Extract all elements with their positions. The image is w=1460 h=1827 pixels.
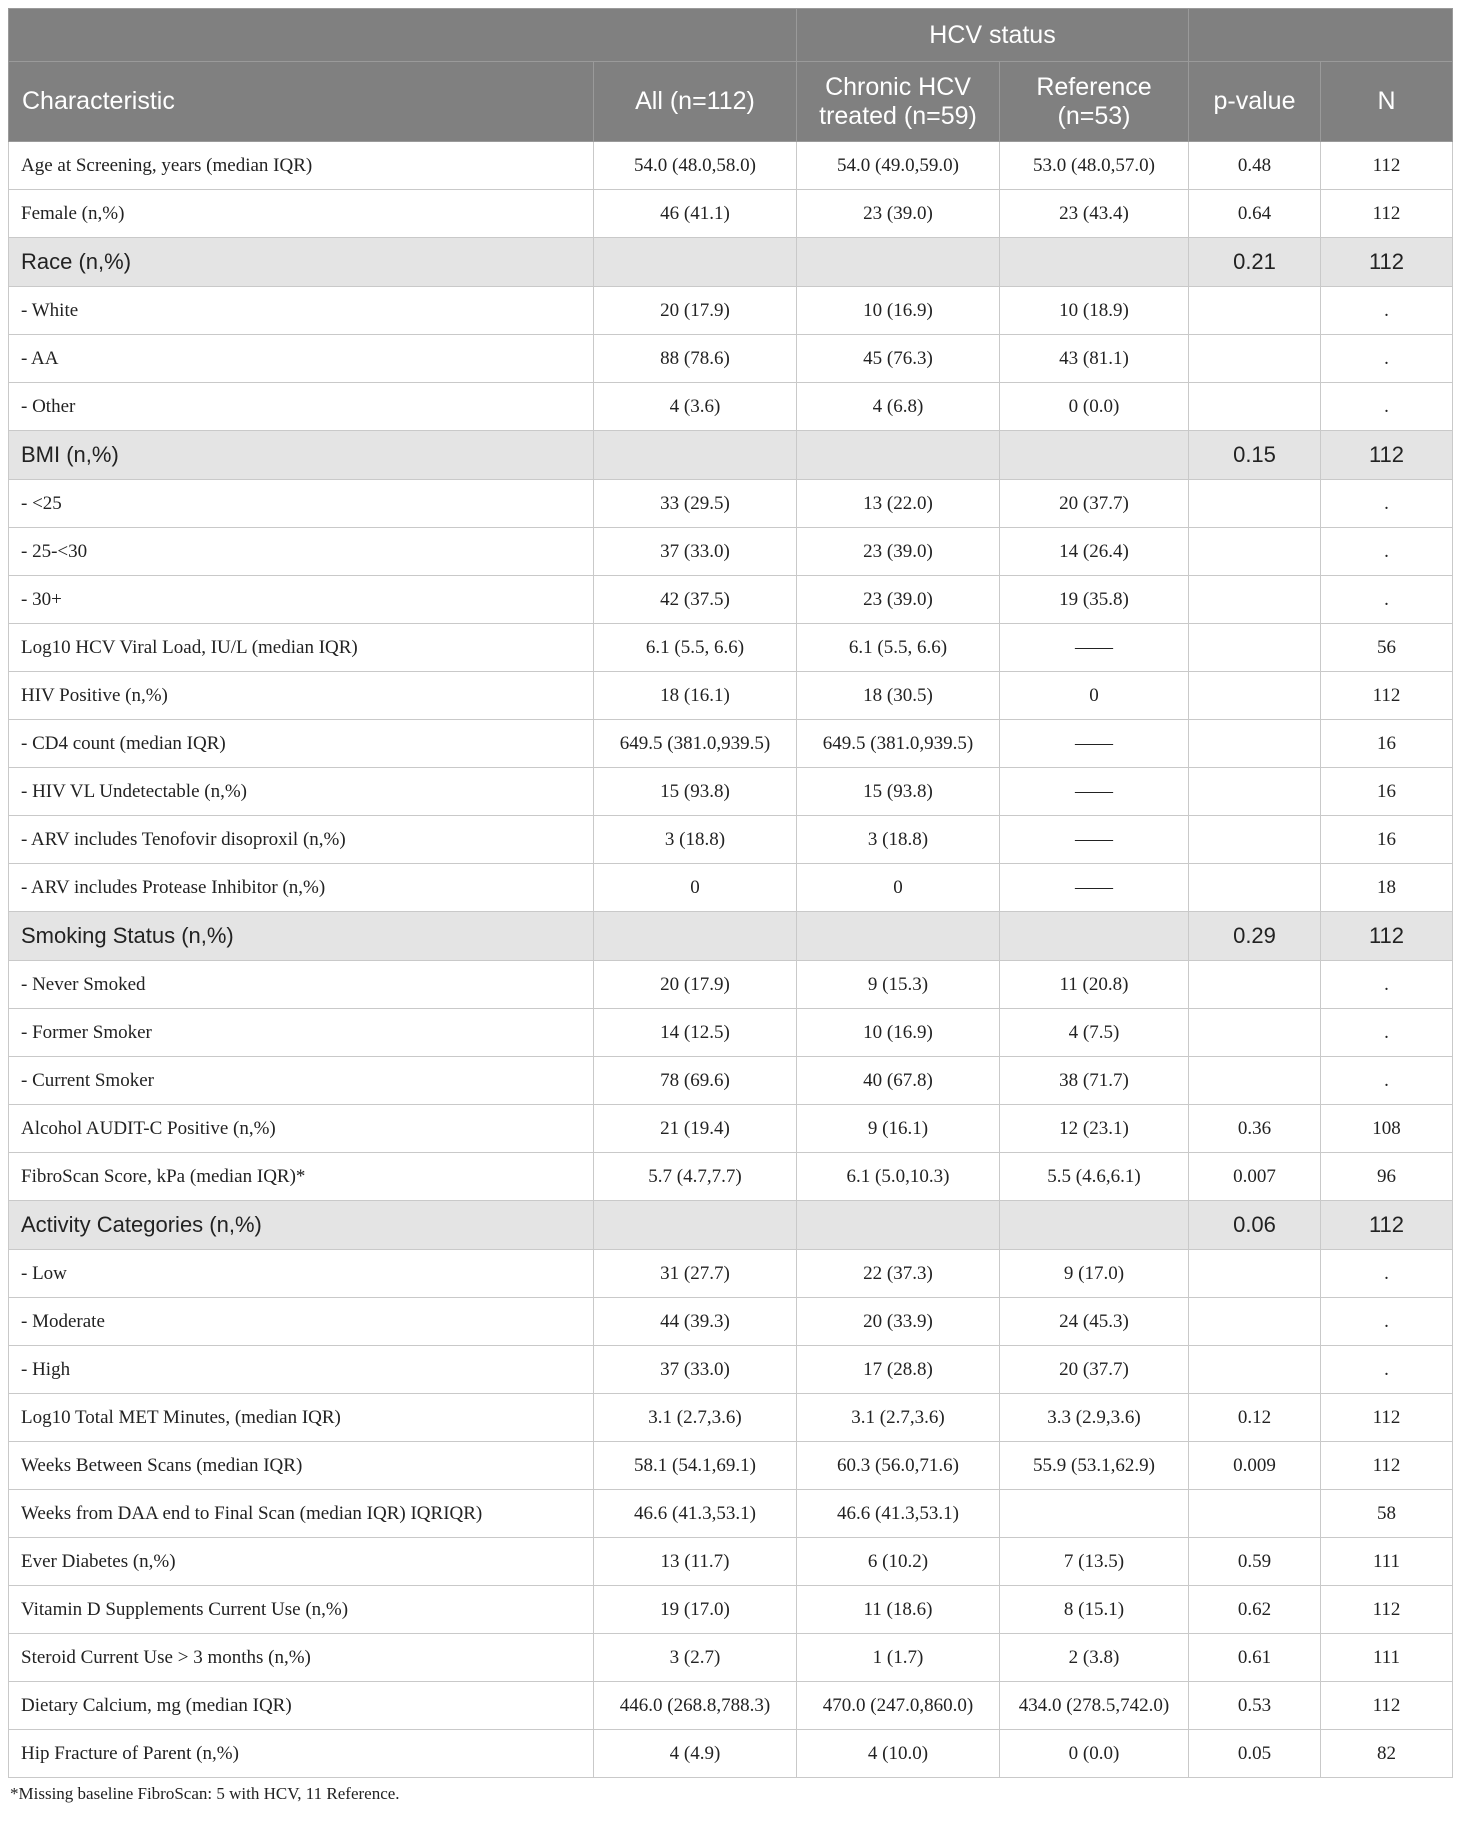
cell-p-value: 0.62 [1189, 1586, 1321, 1634]
cell-reference: 10 (18.9) [1000, 287, 1189, 335]
cell-all: 19 (17.0) [594, 1586, 797, 1634]
cell-reference: 12 (23.1) [1000, 1105, 1189, 1153]
cell-p-value [1189, 1250, 1321, 1298]
cell-chronic-hcv: 6.1 (5.5, 6.6) [797, 624, 1000, 672]
cell-characteristic: Weeks Between Scans (median IQR) [9, 1442, 594, 1490]
cell-n: 111 [1321, 1538, 1453, 1586]
cell-chronic-hcv [797, 431, 1000, 480]
cell-characteristic: Steroid Current Use > 3 months (n,%) [9, 1634, 594, 1682]
cell-chronic-hcv: 23 (39.0) [797, 190, 1000, 238]
cell-chronic-hcv: 10 (16.9) [797, 1009, 1000, 1057]
table-row [9, 528, 1453, 576]
cell-all: 37 (33.0) [594, 1346, 797, 1394]
section-row [9, 912, 1453, 961]
cell-reference [1000, 1490, 1189, 1538]
cell-characteristic: Alcohol AUDIT-C Positive (n,%) [9, 1105, 594, 1153]
cell-p-value [1189, 1057, 1321, 1105]
header-all: All (n=112) [594, 62, 797, 142]
cell-p-value [1189, 624, 1321, 672]
cell-all: 3 (2.7) [594, 1634, 797, 1682]
header-hcv-status: HCV status [797, 9, 1189, 62]
cell-characteristic: Ever Diabetes (n,%) [9, 1538, 594, 1586]
cell-characteristic: Dietary Calcium, mg (median IQR) [9, 1682, 594, 1730]
cell-characteristic: - AA [9, 335, 594, 383]
cell-characteristic: - HIV VL Undetectable (n,%) [9, 768, 594, 816]
cell-characteristic: FibroScan Score, kPa (median IQR)* [9, 1153, 594, 1201]
cell-characteristic: - 30+ [9, 576, 594, 624]
cell-reference [1000, 431, 1189, 480]
table-row [9, 1538, 1453, 1586]
cell-all: 46 (41.1) [594, 190, 797, 238]
cell-characteristic: Female (n,%) [9, 190, 594, 238]
cell-reference: 43 (81.1) [1000, 335, 1189, 383]
table-row [9, 142, 1453, 190]
cell-characteristic: - High [9, 1346, 594, 1394]
cell-characteristic: HIV Positive (n,%) [9, 672, 594, 720]
cell-all: 14 (12.5) [594, 1009, 797, 1057]
cell-reference: 11 (20.8) [1000, 961, 1189, 1009]
cell-p-value [1189, 576, 1321, 624]
table-row [9, 1442, 1453, 1490]
header-chronic-hcv [797, 62, 1000, 142]
cell-chronic-hcv: 6 (10.2) [797, 1538, 1000, 1586]
cell-chronic-hcv: 54.0 (49.0,59.0) [797, 142, 1000, 190]
cell-all: 20 (17.9) [594, 287, 797, 335]
cell-p-value: 0.06 [1189, 1201, 1321, 1250]
cell-reference: 4 (7.5) [1000, 1009, 1189, 1057]
cell-all [594, 431, 797, 480]
cell-all: 78 (69.6) [594, 1057, 797, 1105]
cell-p-value: 0.29 [1189, 912, 1321, 961]
cell-p-value: 0.36 [1189, 1105, 1321, 1153]
cell-chronic-hcv: 649.5 (381.0,939.5) [797, 720, 1000, 768]
cell-characteristic: - Other [9, 383, 594, 431]
cell-all: 21 (19.4) [594, 1105, 797, 1153]
cell-all: 20 (17.9) [594, 961, 797, 1009]
header-blank-cell [9, 9, 797, 62]
cell-all: 4 (4.9) [594, 1730, 797, 1778]
cell-reference: 3.3 (2.9,3.6) [1000, 1394, 1189, 1442]
cell-p-value [1189, 1298, 1321, 1346]
cell-reference: 20 (37.7) [1000, 480, 1189, 528]
cell-all [594, 238, 797, 287]
cell-characteristic: - Former Smoker [9, 1009, 594, 1057]
header-reference-text: Reference (n=53) [1036, 72, 1152, 130]
header-characteristic: Characteristic [9, 62, 594, 142]
table-row [9, 672, 1453, 720]
cell-characteristic: - Never Smoked [9, 961, 594, 1009]
cell-n: 96 [1321, 1153, 1453, 1201]
cell-all: 42 (37.5) [594, 576, 797, 624]
cell-all: 88 (78.6) [594, 335, 797, 383]
cell-characteristic: - <25 [9, 480, 594, 528]
cell-n: 112 [1321, 190, 1453, 238]
cell-characteristic: Race (n,%) [9, 238, 594, 287]
table-row [9, 1105, 1453, 1153]
cell-p-value: 0.64 [1189, 190, 1321, 238]
cell-n: 112 [1321, 238, 1453, 287]
cell-reference: —— [1000, 768, 1189, 816]
cell-reference: 24 (45.3) [1000, 1298, 1189, 1346]
table-row [9, 1730, 1453, 1778]
cell-chronic-hcv: 46.6 (41.3,53.1) [797, 1490, 1000, 1538]
cell-p-value: 0.12 [1189, 1394, 1321, 1442]
cell-chronic-hcv: 4 (10.0) [797, 1730, 1000, 1778]
header-chronic-hcv-text: Chronic HCV treated (n=59) [819, 72, 977, 130]
table-row [9, 287, 1453, 335]
cell-chronic-hcv: 10 (16.9) [797, 287, 1000, 335]
cell-characteristic: Activity Categories (n,%) [9, 1201, 594, 1250]
table-row [9, 1009, 1453, 1057]
table-row [9, 961, 1453, 1009]
cell-all: 44 (39.3) [594, 1298, 797, 1346]
cell-p-value: 0.05 [1189, 1730, 1321, 1778]
cell-reference: —— [1000, 624, 1189, 672]
cell-n: . [1321, 383, 1453, 431]
cell-all: 37 (33.0) [594, 528, 797, 576]
header-blank-cell-right [1189, 9, 1453, 62]
table-row [9, 1057, 1453, 1105]
cell-reference: 9 (17.0) [1000, 1250, 1189, 1298]
cell-chronic-hcv: 4 (6.8) [797, 383, 1000, 431]
cell-chronic-hcv: 23 (39.0) [797, 528, 1000, 576]
cell-n: 112 [1321, 1586, 1453, 1634]
cell-chronic-hcv: 23 (39.0) [797, 576, 1000, 624]
cell-chronic-hcv: 0 [797, 864, 1000, 912]
cell-chronic-hcv [797, 1201, 1000, 1250]
cell-n: . [1321, 480, 1453, 528]
cell-characteristic: - CD4 count (median IQR) [9, 720, 594, 768]
cell-n: 16 [1321, 768, 1453, 816]
cell-p-value [1189, 1490, 1321, 1538]
cell-p-value [1189, 383, 1321, 431]
cell-reference [1000, 1201, 1189, 1250]
table-row [9, 816, 1453, 864]
cell-n: 58 [1321, 1490, 1453, 1538]
cell-characteristic: - White [9, 287, 594, 335]
table-row [9, 1394, 1453, 1442]
cell-chronic-hcv: 15 (93.8) [797, 768, 1000, 816]
cell-reference: —— [1000, 864, 1189, 912]
cell-n: . [1321, 576, 1453, 624]
cell-chronic-hcv: 45 (76.3) [797, 335, 1000, 383]
cell-p-value [1189, 528, 1321, 576]
cell-n: 111 [1321, 1634, 1453, 1682]
cell-p-value [1189, 1009, 1321, 1057]
cell-reference: 38 (71.7) [1000, 1057, 1189, 1105]
table-row [9, 624, 1453, 672]
cell-characteristic: Log10 HCV Viral Load, IU/L (median IQR) [9, 624, 594, 672]
cell-p-value: 0.53 [1189, 1682, 1321, 1730]
cell-chronic-hcv: 60.3 (56.0,71.6) [797, 1442, 1000, 1490]
section-row [9, 431, 1453, 480]
cell-reference: 23 (43.4) [1000, 190, 1189, 238]
cell-n: . [1321, 1009, 1453, 1057]
cell-p-value: 0.59 [1189, 1538, 1321, 1586]
cell-chronic-hcv: 3.1 (2.7,3.6) [797, 1394, 1000, 1442]
table-row [9, 1153, 1453, 1201]
cell-characteristic: - ARV includes Tenofovir disoproxil (n,%) [9, 816, 594, 864]
header-group-row [9, 9, 1453, 62]
cell-all: 58.1 (54.1,69.1) [594, 1442, 797, 1490]
table-row [9, 1298, 1453, 1346]
cell-all: 33 (29.5) [594, 480, 797, 528]
table-row [9, 190, 1453, 238]
cell-reference: 55.9 (53.1,62.9) [1000, 1442, 1189, 1490]
cell-n: 112 [1321, 1682, 1453, 1730]
cell-p-value [1189, 287, 1321, 335]
cell-all: 54.0 (48.0,58.0) [594, 142, 797, 190]
table-row [9, 383, 1453, 431]
table-row [9, 1682, 1453, 1730]
cell-n: . [1321, 1346, 1453, 1394]
cell-p-value: 0.21 [1189, 238, 1321, 287]
cell-all: 446.0 (268.8,788.3) [594, 1682, 797, 1730]
cell-chronic-hcv: 3 (18.8) [797, 816, 1000, 864]
cell-chronic-hcv: 1 (1.7) [797, 1634, 1000, 1682]
cell-n: 16 [1321, 720, 1453, 768]
cell-n: . [1321, 1250, 1453, 1298]
cell-characteristic: Smoking Status (n,%) [9, 912, 594, 961]
cell-chronic-hcv: 18 (30.5) [797, 672, 1000, 720]
cell-reference: 434.0 (278.5,742.0) [1000, 1682, 1189, 1730]
cell-characteristic: Age at Screening, years (median IQR) [9, 142, 594, 190]
cell-n: 112 [1321, 1394, 1453, 1442]
cell-all: 5.7 (4.7,7.7) [594, 1153, 797, 1201]
cell-chronic-hcv: 6.1 (5.0,10.3) [797, 1153, 1000, 1201]
table-row [9, 864, 1453, 912]
cell-all: 18 (16.1) [594, 672, 797, 720]
cell-characteristic: Weeks from DAA end to Final Scan (median IQR) IQRIQR) [9, 1490, 594, 1538]
section-row [9, 1201, 1453, 1250]
cell-reference: —— [1000, 720, 1189, 768]
cell-characteristic: BMI (n,%) [9, 431, 594, 480]
cell-n: 112 [1321, 912, 1453, 961]
cell-chronic-hcv: 470.0 (247.0,860.0) [797, 1682, 1000, 1730]
cell-reference [1000, 912, 1189, 961]
cell-chronic-hcv: 9 (15.3) [797, 961, 1000, 1009]
cell-all: 3 (18.8) [594, 816, 797, 864]
cell-n: . [1321, 287, 1453, 335]
cell-p-value [1189, 1346, 1321, 1394]
cell-all: 13 (11.7) [594, 1538, 797, 1586]
cell-reference: 14 (26.4) [1000, 528, 1189, 576]
cell-p-value [1189, 961, 1321, 1009]
cell-n: 18 [1321, 864, 1453, 912]
table-body [9, 142, 1453, 1778]
cell-p-value: 0.15 [1189, 431, 1321, 480]
cell-p-value [1189, 864, 1321, 912]
cell-characteristic: - Current Smoker [9, 1057, 594, 1105]
cell-chronic-hcv: 22 (37.3) [797, 1250, 1000, 1298]
cell-chronic-hcv: 40 (67.8) [797, 1057, 1000, 1105]
table-row [9, 768, 1453, 816]
cell-reference: 53.0 (48.0,57.0) [1000, 142, 1189, 190]
cell-characteristic: - Low [9, 1250, 594, 1298]
table-row [9, 576, 1453, 624]
header-p-value: p-value [1189, 62, 1321, 142]
cell-p-value [1189, 768, 1321, 816]
cell-characteristic: - ARV includes Protease Inhibitor (n,%) [9, 864, 594, 912]
cell-reference: 0 (0.0) [1000, 1730, 1189, 1778]
cell-p-value [1189, 720, 1321, 768]
cell-n: . [1321, 1057, 1453, 1105]
cell-n: 56 [1321, 624, 1453, 672]
cell-n: . [1321, 335, 1453, 383]
cell-reference: 7 (13.5) [1000, 1538, 1189, 1586]
cell-chronic-hcv: 17 (28.8) [797, 1346, 1000, 1394]
cell-chronic-hcv [797, 912, 1000, 961]
cell-chronic-hcv: 11 (18.6) [797, 1586, 1000, 1634]
cell-all: 46.6 (41.3,53.1) [594, 1490, 797, 1538]
table-row [9, 1586, 1453, 1634]
cell-n: 108 [1321, 1105, 1453, 1153]
cell-chronic-hcv: 20 (33.9) [797, 1298, 1000, 1346]
cell-all: 3.1 (2.7,3.6) [594, 1394, 797, 1442]
cell-all: 0 [594, 864, 797, 912]
cell-characteristic: Vitamin D Supplements Current Use (n,%) [9, 1586, 594, 1634]
table-row [9, 1490, 1453, 1538]
cell-reference: 19 (35.8) [1000, 576, 1189, 624]
cell-chronic-hcv: 13 (22.0) [797, 480, 1000, 528]
cell-characteristic: Log10 Total MET Minutes, (median IQR) [9, 1394, 594, 1442]
cell-n: . [1321, 1298, 1453, 1346]
table-row [9, 1250, 1453, 1298]
cell-reference: 2 (3.8) [1000, 1634, 1189, 1682]
cell-p-value [1189, 816, 1321, 864]
cell-n: 112 [1321, 142, 1453, 190]
table-row [9, 1346, 1453, 1394]
cell-reference: 5.5 (4.6,6.1) [1000, 1153, 1189, 1201]
cell-n: 112 [1321, 1442, 1453, 1490]
table-footnote: *Missing baseline FibroScan: 5 with HCV, 11 Reference. [10, 1784, 400, 1803]
cell-n: 112 [1321, 1201, 1453, 1250]
cell-all: 15 (93.8) [594, 768, 797, 816]
cell-all: 6.1 (5.5, 6.6) [594, 624, 797, 672]
cell-reference: —— [1000, 816, 1189, 864]
cell-all [594, 1201, 797, 1250]
cell-characteristic: - Moderate [9, 1298, 594, 1346]
cell-reference [1000, 238, 1189, 287]
cell-p-value: 0.007 [1189, 1153, 1321, 1201]
cell-n: 112 [1321, 672, 1453, 720]
cell-n: . [1321, 961, 1453, 1009]
cell-n: 16 [1321, 816, 1453, 864]
cell-reference: 0 [1000, 672, 1189, 720]
cell-reference: 8 (15.1) [1000, 1586, 1189, 1634]
cell-all: 649.5 (381.0,939.5) [594, 720, 797, 768]
cell-reference: 0 (0.0) [1000, 383, 1189, 431]
table-row [9, 1634, 1453, 1682]
baseline-characteristics-table [8, 8, 1453, 1778]
table-row [9, 480, 1453, 528]
cell-characteristic: - 25-<30 [9, 528, 594, 576]
cell-all: 31 (27.7) [594, 1250, 797, 1298]
cell-p-value [1189, 335, 1321, 383]
cell-n: 112 [1321, 431, 1453, 480]
cell-characteristic: Hip Fracture of Parent (n,%) [9, 1730, 594, 1778]
cell-p-value: 0.009 [1189, 1442, 1321, 1490]
table-row [9, 720, 1453, 768]
cell-reference: 20 (37.7) [1000, 1346, 1189, 1394]
cell-chronic-hcv [797, 238, 1000, 287]
cell-all: 4 (3.6) [594, 383, 797, 431]
cell-p-value [1189, 480, 1321, 528]
cell-n: . [1321, 528, 1453, 576]
cell-chronic-hcv: 9 (16.1) [797, 1105, 1000, 1153]
header-n: N [1321, 62, 1453, 142]
cell-p-value: 0.61 [1189, 1634, 1321, 1682]
table-container [8, 8, 1452, 1804]
table-row [9, 335, 1453, 383]
header-reference [1000, 62, 1189, 142]
cell-n: 82 [1321, 1730, 1453, 1778]
cell-p-value: 0.48 [1189, 142, 1321, 190]
section-row [9, 238, 1453, 287]
cell-all [594, 912, 797, 961]
header-columns-row [9, 62, 1453, 142]
cell-p-value [1189, 672, 1321, 720]
